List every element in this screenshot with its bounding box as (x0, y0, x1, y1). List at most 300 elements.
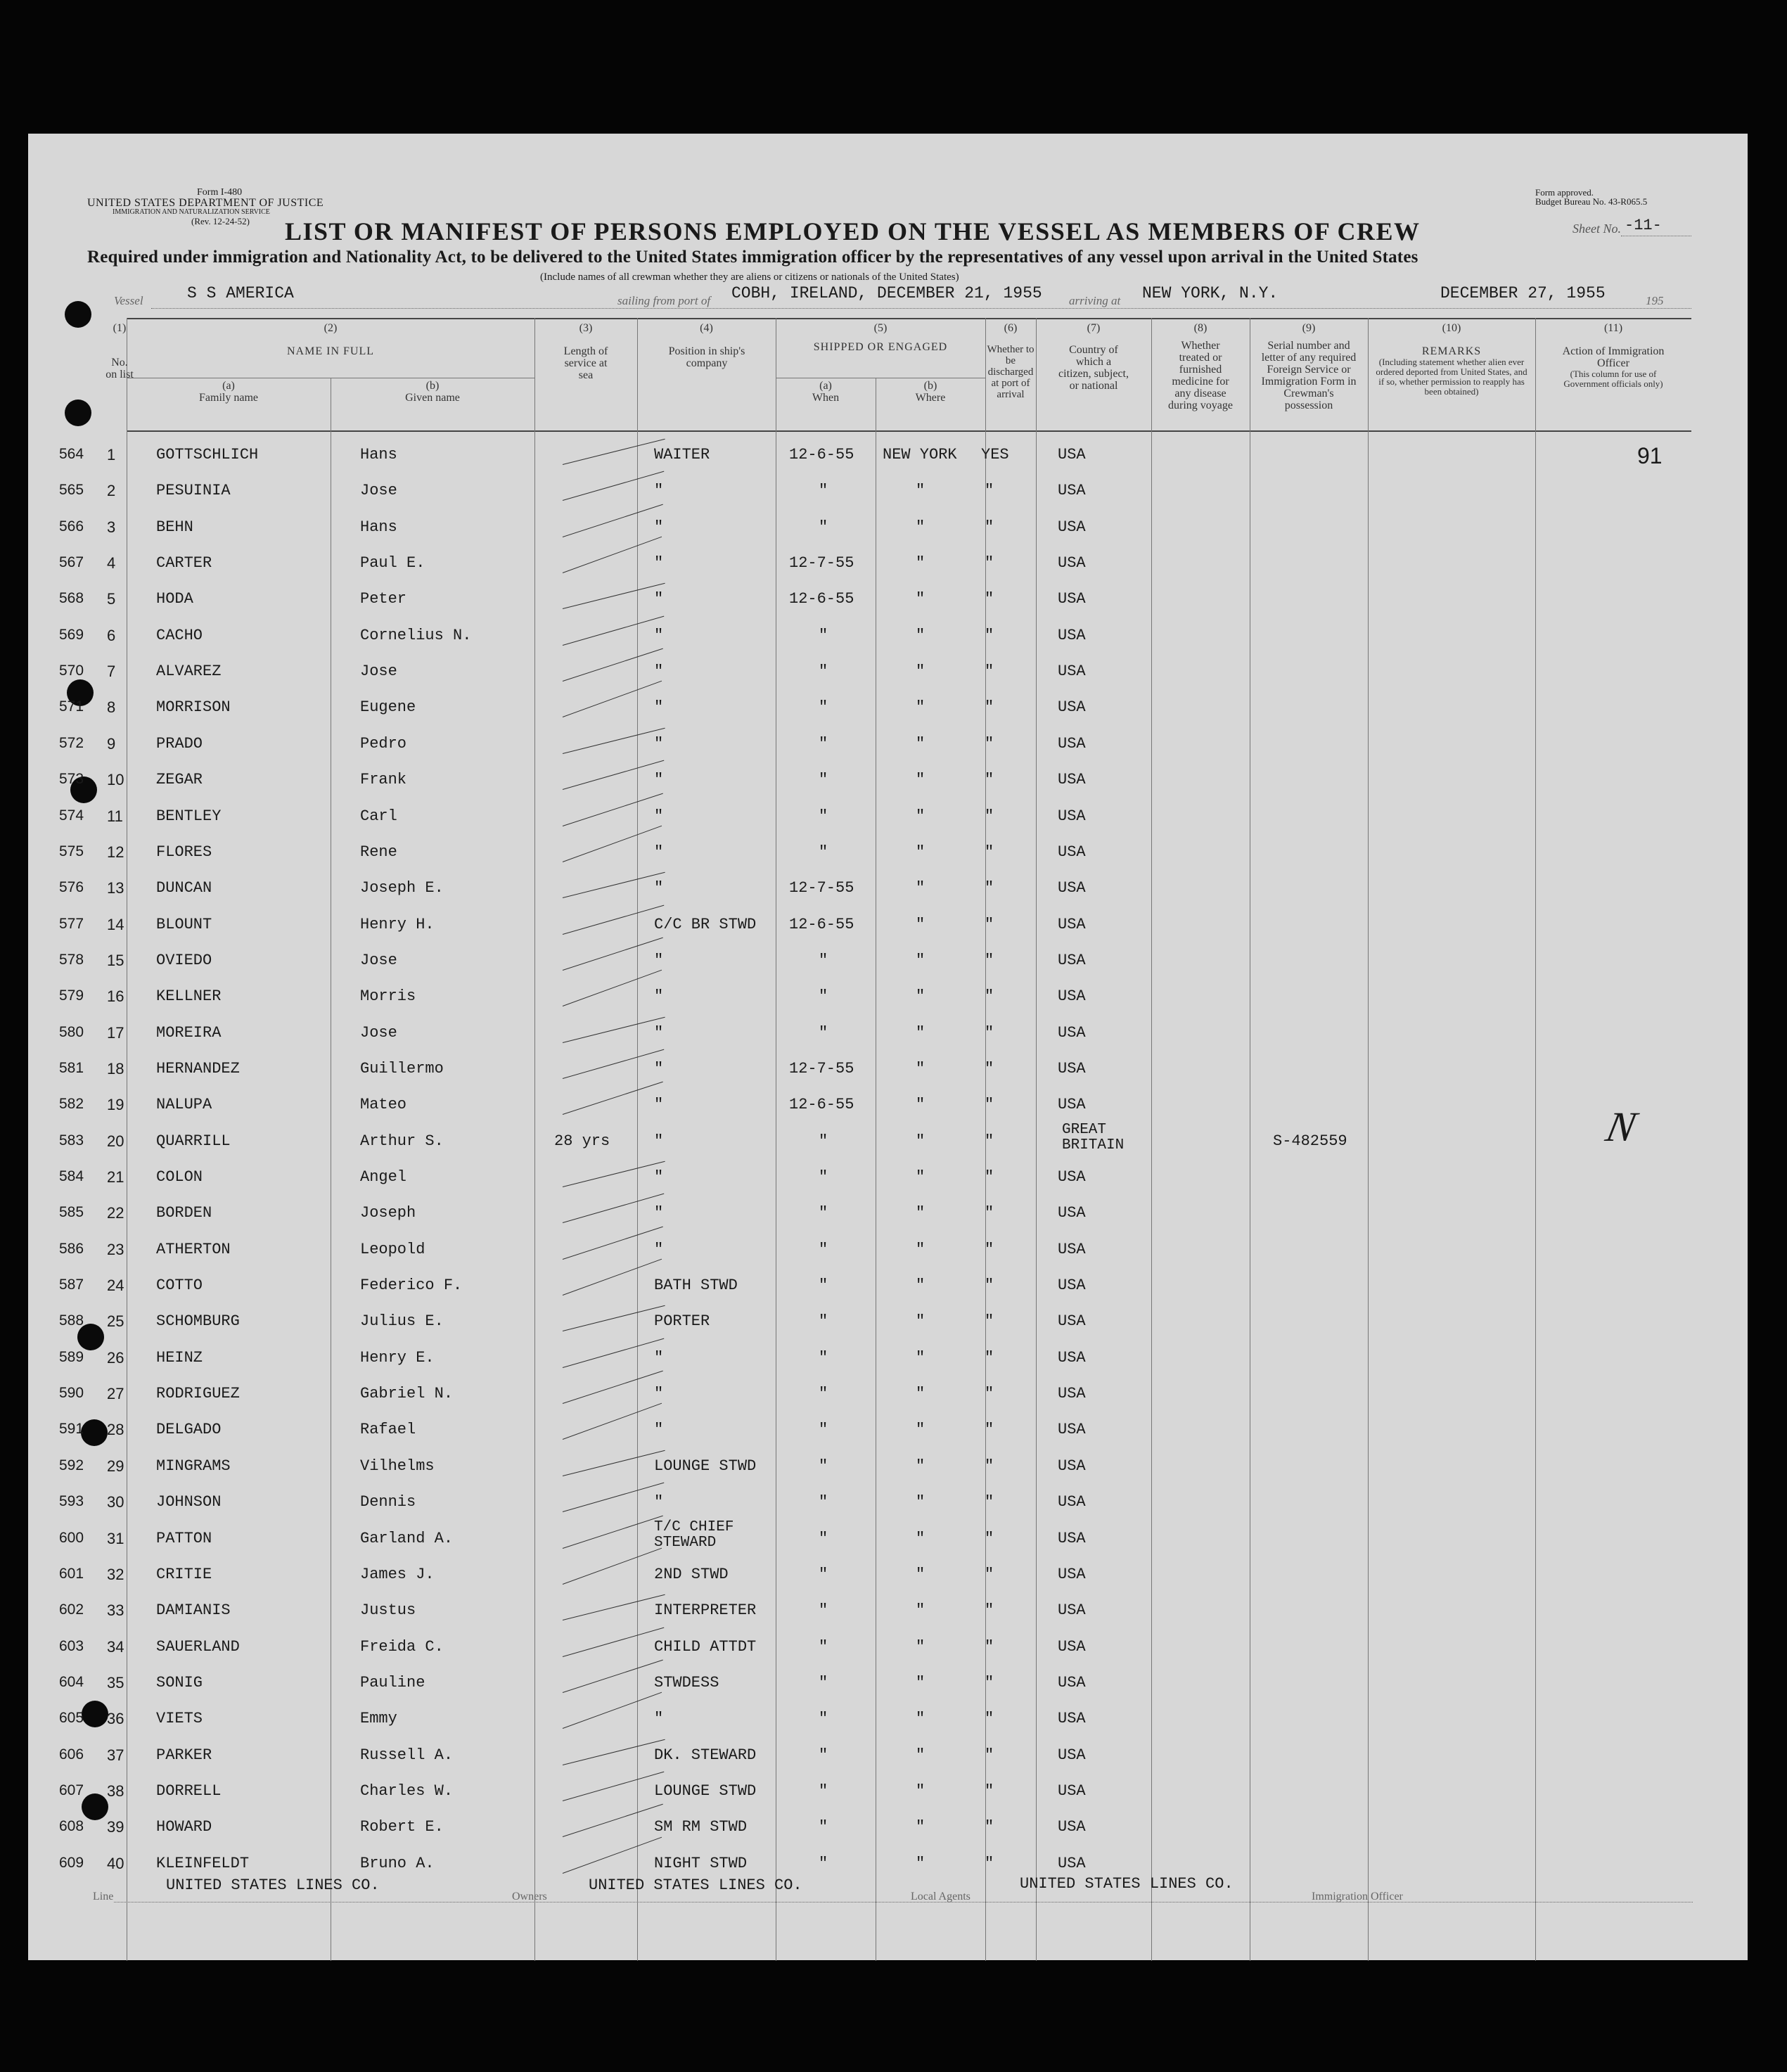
check-stroke (563, 1739, 665, 1765)
given-name: Jose (360, 482, 397, 500)
position: LOUNGE STWD (654, 1782, 757, 1800)
position: " (654, 663, 664, 681)
discharge: " (985, 1854, 994, 1872)
table-row (28, 1630, 1748, 1665)
col-name-header: (2) NAME IN FULL (287, 322, 374, 357)
table-row (28, 1518, 1748, 1557)
col-length-header: (3) Length of service at sea (563, 322, 608, 381)
list-number: 608 (59, 1818, 84, 1835)
table-row (28, 1665, 1748, 1701)
country: USA (1058, 1529, 1086, 1547)
arriving-at: NEW YORK, N.Y. (1142, 284, 1279, 302)
list-number: 609 (59, 1854, 84, 1871)
position: " (654, 1493, 664, 1511)
given-name: Jose (360, 951, 397, 969)
country: USA (1058, 554, 1086, 573)
shipped-when: " (819, 1277, 828, 1295)
service: IMMIGRATION AND NATURALIZATION SERVICE (113, 208, 270, 216)
discharge: " (985, 1710, 994, 1728)
family-name: CRITIE (156, 1565, 212, 1583)
shipped-when: " (819, 1529, 828, 1547)
check-stroke (563, 1194, 664, 1223)
list-number: 590 (59, 1385, 84, 1402)
list-number: 568 (59, 590, 84, 607)
given-name: Joseph (360, 1204, 416, 1222)
given-name: James J. (360, 1565, 435, 1583)
officer-initial-mark: N (1602, 1104, 1641, 1150)
position: " (654, 590, 664, 608)
given-name: Julius E. (360, 1312, 444, 1331)
list-number: 571 (59, 698, 84, 715)
given-name: Garland A. (360, 1529, 454, 1547)
family-name: DAMIANIS (156, 1601, 231, 1620)
col-remarks-header: (10) REMARKS (Including statement whether alien ever ordered deported from United States, and if so, whether permission to reapply has been obtained) (1376, 322, 1527, 397)
table-row (28, 1087, 1748, 1123)
given-name: Carl (360, 807, 397, 825)
family-name: MORRISON (156, 698, 231, 717)
position: " (654, 987, 664, 1006)
shipped-where: " (916, 1710, 925, 1728)
shipped-where: " (916, 807, 925, 825)
country: USA (1058, 1710, 1086, 1728)
family-name: FLORES (156, 843, 212, 861)
shipped-where: " (916, 843, 925, 861)
discharge: " (985, 1529, 994, 1547)
country: GREAT BRITAIN (1062, 1121, 1125, 1153)
given-name: Freida C. (360, 1637, 444, 1656)
position: CHILD ATTDT (654, 1637, 757, 1656)
discharge: " (985, 1746, 994, 1764)
shipped-when: 12-6-55 (789, 1096, 854, 1114)
arrival-date: DECEMBER 27, 1955 (1440, 284, 1606, 302)
country: USA (1058, 951, 1086, 969)
list-number: 605 (59, 1710, 84, 1727)
list-number: 574 (59, 807, 84, 824)
shipped-where: " (916, 1059, 925, 1077)
given-name: Joseph E. (360, 879, 444, 897)
country: USA (1058, 807, 1086, 825)
table-row (28, 1121, 1748, 1160)
check-stroke (563, 1594, 665, 1620)
page-title: LIST OR MANIFEST OF PERSONS EMPLOYED ON THE VESSEL AS MEMBERS OF CREW (285, 217, 1421, 245)
shipped-when: " (819, 1493, 828, 1511)
given-name: Jose (360, 1023, 397, 1042)
discharge: " (985, 843, 994, 861)
discharge: " (985, 1637, 994, 1656)
country: USA (1058, 1457, 1086, 1475)
row-number: 40 (107, 1854, 124, 1872)
shipped-when: " (819, 626, 828, 644)
check-stroke (563, 904, 664, 934)
family-name: BLOUNT (156, 915, 212, 933)
row-number: 30 (107, 1493, 124, 1511)
shipped-when: 12-6-55 (789, 590, 854, 608)
discharge: " (985, 1565, 994, 1583)
position: 2ND STWD (654, 1565, 729, 1583)
discharge: " (985, 879, 994, 897)
list-number: 566 (59, 518, 84, 535)
discharge: " (985, 734, 994, 753)
discharge: " (985, 951, 994, 969)
position: " (654, 1421, 664, 1439)
owners-value: UNITED STATES LINES CO. (589, 1876, 802, 1894)
row-number: 4 (107, 554, 116, 573)
shipped-when: 12-6-55 (789, 446, 854, 463)
row-number: 2 (107, 482, 116, 500)
shipped-when: 12-7-55 (789, 1059, 854, 1077)
list-number: 572 (59, 734, 84, 751)
list-number: 576 (59, 879, 84, 896)
row-number: 19 (107, 1096, 124, 1114)
given-name: Dennis (360, 1493, 416, 1511)
sheet-label: Sheet No. (1573, 222, 1621, 236)
row-number: 17 (107, 1023, 124, 1042)
shipped-when: " (819, 1240, 828, 1258)
table-row (28, 835, 1748, 871)
table-row (28, 473, 1748, 509)
row-number: 25 (107, 1312, 124, 1331)
shipped-when: " (819, 1385, 828, 1403)
shipped-when: " (819, 1637, 828, 1656)
discharge: " (985, 1673, 994, 1692)
sheet-number: -11- (1625, 217, 1662, 234)
list-number: 603 (59, 1637, 84, 1654)
shipped-where: " (916, 1168, 925, 1186)
family-name: BORDEN (156, 1204, 212, 1222)
table-row (28, 762, 1748, 798)
country: USA (1058, 915, 1086, 933)
shipped-when: " (819, 518, 828, 536)
list-number: 575 (59, 843, 84, 859)
list-number: 569 (59, 626, 84, 643)
shipped-where: " (916, 1204, 925, 1222)
country: USA (1058, 1096, 1086, 1114)
family-name: VIETS (156, 1710, 203, 1728)
discharge: " (985, 807, 994, 825)
length-of-service: 28 yrs (554, 1132, 610, 1150)
shipped-when: " (819, 1601, 828, 1620)
position: SM RM STWD (654, 1818, 748, 1836)
list-number: 585 (59, 1204, 84, 1221)
discharge: " (985, 1204, 994, 1222)
shipped-when: " (819, 1673, 828, 1692)
country: USA (1058, 446, 1086, 463)
country: USA (1058, 1637, 1086, 1656)
family-name: SAUERLAND (156, 1637, 240, 1656)
row-number: 38 (107, 1782, 124, 1800)
given-name: Peter (360, 590, 407, 608)
country: USA (1058, 1818, 1086, 1836)
position: " (654, 879, 664, 897)
col-position-header: (4) Position in ship's company (668, 322, 745, 369)
col-action-header: (11) Action of Immigration Officer (This column for use of Government officials only) (1562, 322, 1665, 389)
discharge: " (985, 1818, 994, 1836)
list-number: 567 (59, 554, 84, 571)
table-row (28, 1268, 1748, 1304)
position: " (654, 1023, 664, 1042)
table-row (28, 1016, 1748, 1051)
table-row (28, 654, 1748, 690)
family-name: DELGADO (156, 1421, 222, 1439)
agents-value: UNITED STATES LINES CO. (1020, 1875, 1234, 1893)
family-name: CACHO (156, 626, 203, 644)
country: USA (1058, 1673, 1086, 1692)
table-row (28, 690, 1748, 726)
given-name: Paul E. (360, 554, 425, 573)
given-name: Hans (360, 446, 397, 463)
shipped-when: " (819, 698, 828, 717)
shipped-where: " (916, 734, 925, 753)
col-discharge-header: (6) Whether to be discharged at port of arrival (987, 322, 1035, 400)
row-number: 34 (107, 1637, 124, 1656)
check-stroke (563, 471, 664, 501)
position: PORTER (654, 1312, 710, 1331)
row-number: 20 (107, 1132, 124, 1150)
check-stroke (563, 439, 665, 465)
check-stroke (563, 1049, 664, 1079)
row-number: 5 (107, 590, 116, 608)
vessel-label: Vessel (114, 294, 143, 307)
family-name: HODA (156, 590, 193, 608)
family-name: SCHOMBURG (156, 1312, 240, 1331)
given-name: Eugene (360, 698, 416, 717)
check-stroke (563, 1305, 665, 1331)
position: LOUNGE STWD (654, 1457, 757, 1475)
shipped-where: " (916, 987, 925, 1006)
col-given-header: (b) Given name (405, 380, 460, 404)
list-number: 586 (59, 1240, 84, 1257)
table-row (28, 1232, 1748, 1268)
form-subtitle: Required under immigration and Nationality Act, to be delivered to the United States immigration officer by the representatives of any vessel upon arrival in the United States (87, 248, 1418, 267)
position: " (654, 626, 664, 644)
line-label: Line (93, 1891, 114, 1902)
shipped-where: " (916, 1818, 925, 1836)
family-name: MINGRAMS (156, 1457, 231, 1475)
position: " (654, 554, 664, 573)
row-number: 37 (107, 1746, 124, 1764)
check-stroke (563, 728, 665, 754)
country: USA (1058, 482, 1086, 500)
discharge: " (985, 987, 994, 1006)
list-number: 582 (59, 1096, 84, 1113)
row-number: 26 (107, 1348, 124, 1367)
position: " (654, 1096, 664, 1114)
table-row (28, 1051, 1748, 1087)
family-name: DUNCAN (156, 879, 212, 897)
country: USA (1058, 1782, 1086, 1800)
shipped-where: " (916, 1023, 925, 1042)
discharge: " (985, 1168, 994, 1186)
list-number: 573 (59, 771, 84, 788)
shipped-when: " (819, 843, 828, 861)
discharge: " (985, 1348, 994, 1367)
family-name: OVIEDO (156, 951, 212, 969)
col-where-header: (b) Where (915, 380, 946, 404)
given-name: Arthur S. (360, 1132, 444, 1150)
shipped-where: " (916, 1746, 925, 1764)
position: " (654, 951, 664, 969)
shipped-where: " (916, 1277, 925, 1295)
list-number: 591 (59, 1421, 84, 1438)
shipped-where: " (916, 1565, 925, 1583)
row-number: 29 (107, 1457, 124, 1475)
list-number: 606 (59, 1746, 84, 1763)
table-row (28, 1738, 1748, 1774)
list-number: 602 (59, 1601, 84, 1618)
serial-number: S-482559 (1273, 1132, 1347, 1150)
position: STWDESS (654, 1673, 719, 1692)
list-number: 577 (59, 915, 84, 932)
family-name: KLEINFELDT (156, 1854, 250, 1872)
col-serial-header: (9) Serial number and letter of any required Foreign Service or Immigration Form in Crewman's possession (1261, 322, 1357, 411)
row-number: 23 (107, 1240, 124, 1258)
row-number: 14 (107, 915, 124, 933)
position: " (654, 843, 664, 861)
list-number: 580 (59, 1023, 84, 1040)
check-stroke (563, 1772, 664, 1801)
discharge: " (985, 1421, 994, 1439)
sailing-label: sailing from port of (617, 294, 711, 307)
row-number: 10 (107, 771, 124, 789)
check-stroke (563, 872, 665, 898)
country: USA (1058, 1023, 1086, 1042)
family-name: RODRIGUEZ (156, 1385, 240, 1403)
country: USA (1058, 1312, 1086, 1331)
discharge: " (985, 771, 994, 789)
check-stroke (563, 1016, 665, 1042)
list-number: 592 (59, 1457, 84, 1473)
shipped-when: " (819, 1348, 828, 1367)
shipped-where: " (916, 1240, 925, 1258)
family-name: SONIG (156, 1673, 203, 1692)
given-name: Morris (360, 987, 416, 1006)
shipped-when: 12-6-55 (789, 915, 854, 933)
country: USA (1058, 698, 1086, 717)
given-name: Guillermo (360, 1059, 444, 1077)
row-number: 21 (107, 1168, 124, 1186)
discharge: " (985, 518, 994, 536)
position: T/C CHIEF STEWARD (654, 1518, 734, 1551)
shipped-when: " (819, 951, 828, 969)
table-row (28, 943, 1748, 979)
country: USA (1058, 590, 1086, 608)
shipped-when: " (819, 1023, 828, 1042)
table-row (28, 1376, 1748, 1412)
position: " (654, 807, 664, 825)
given-name: Russell A. (360, 1746, 454, 1764)
table-row (28, 1449, 1748, 1485)
country: USA (1058, 1565, 1086, 1583)
shipped-when: " (819, 1710, 828, 1728)
discharge: " (985, 1023, 994, 1042)
country: USA (1058, 1059, 1086, 1077)
shipped-where: " (916, 771, 925, 789)
check-stroke (563, 1627, 664, 1656)
check-stroke (563, 615, 664, 645)
family-name: HEINZ (156, 1348, 203, 1367)
given-name: Henry H. (360, 915, 435, 933)
position: " (654, 482, 664, 500)
country: USA (1058, 1240, 1086, 1258)
col-shipped-header: (5) SHIPPED OR ENGAGED (813, 322, 948, 353)
table-row (28, 1810, 1748, 1846)
budget-bureau: Budget Bureau No. 43-R065.5 (1535, 196, 1648, 207)
shipped-when: " (819, 1782, 828, 1800)
given-name: Emmy (360, 1710, 397, 1728)
family-name: JOHNSON (156, 1493, 222, 1511)
officer-count-mark: 91 (1637, 443, 1663, 468)
given-name: Henry E. (360, 1348, 435, 1367)
position: " (654, 1204, 664, 1222)
position: " (654, 1132, 664, 1150)
shipped-when: " (819, 1421, 828, 1439)
table-row (28, 799, 1748, 835)
shipped-when: " (819, 1312, 828, 1331)
shipped-where: " (916, 1782, 925, 1800)
family-name: NALUPA (156, 1096, 212, 1114)
discharge: " (985, 1312, 994, 1331)
given-name: Mateo (360, 1096, 407, 1114)
row-number: 39 (107, 1818, 124, 1836)
discharge: " (985, 1601, 994, 1620)
shipped-when: 12-7-55 (789, 879, 854, 897)
officer-label: Immigration Officer (1312, 1891, 1403, 1902)
shipped-where: " (916, 698, 925, 717)
position: NIGHT STWD (654, 1854, 748, 1872)
family-name: QUARRILL (156, 1132, 231, 1150)
department: UNITED STATES DEPARTMENT OF JUSTICE (87, 197, 324, 209)
list-number: 583 (59, 1132, 84, 1149)
form-number: Form I-480 (197, 187, 243, 198)
position: " (654, 1168, 664, 1186)
given-name: Federico F. (360, 1277, 463, 1295)
shipped-when: " (819, 987, 828, 1006)
row-number: 15 (107, 951, 124, 969)
agents-label: Local Agents (911, 1891, 971, 1902)
shipped-when: " (819, 734, 828, 753)
shipped-where: " (916, 554, 925, 573)
shipped-when: " (819, 1204, 828, 1222)
owners-label: Owners (512, 1891, 547, 1902)
shipped-where: " (916, 1457, 925, 1475)
shipped-where: " (916, 1096, 925, 1114)
shipped-where: " (916, 951, 925, 969)
given-name: Pedro (360, 734, 407, 753)
list-number: 564 (59, 446, 84, 462)
discharge: " (985, 915, 994, 933)
country: USA (1058, 734, 1086, 753)
row-number: 35 (107, 1673, 124, 1692)
family-name: BENTLEY (156, 807, 222, 825)
shipped-when: " (819, 1565, 828, 1583)
country: USA (1058, 1601, 1086, 1620)
row-number: 7 (107, 663, 116, 681)
row-number: 13 (107, 879, 124, 897)
position: C/C BR STWD (654, 915, 757, 933)
shipped-where: " (916, 1673, 925, 1692)
discharge: " (985, 698, 994, 717)
list-number: 601 (59, 1565, 84, 1582)
table-row (28, 1774, 1748, 1810)
check-stroke (563, 1161, 665, 1187)
country: USA (1058, 1168, 1086, 1186)
family-name: ZEGAR (156, 771, 203, 789)
table-row (28, 871, 1748, 907)
arriving-label: arriving at (1069, 294, 1121, 307)
list-number: 593 (59, 1493, 84, 1510)
discharge: " (985, 663, 994, 681)
table-row (28, 546, 1748, 582)
